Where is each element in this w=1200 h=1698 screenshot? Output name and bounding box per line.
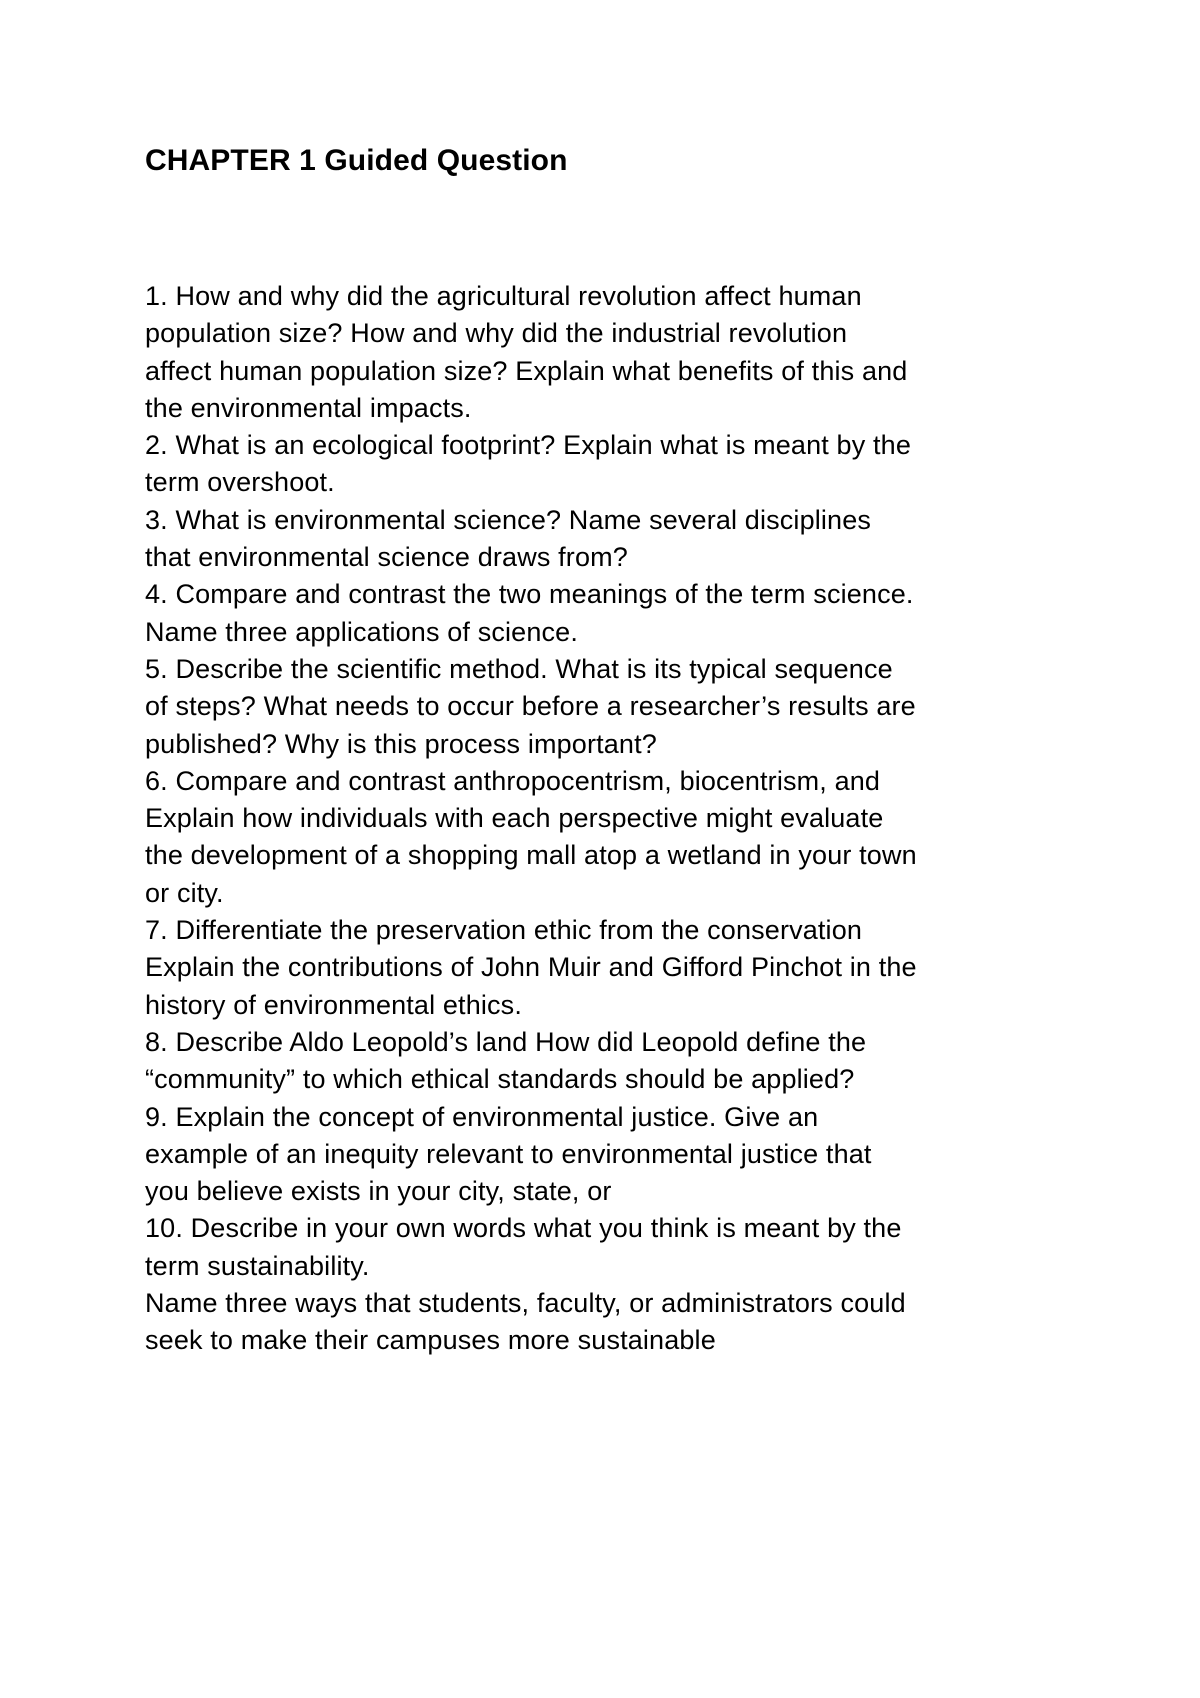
text-line: Name three applications of science. — [145, 616, 578, 647]
text-line: 2. What is an ecological footprint? Explain what is meant by the — [145, 430, 912, 461]
text-line: example of an inequity relevant to environmental justice that — [145, 1138, 872, 1169]
text-line: Explain how individuals with each perspective might evaluate — [145, 803, 884, 834]
text-line: history of environmental ethics. — [145, 989, 522, 1020]
text-line: or city. — [145, 877, 224, 908]
text-line: 9. Explain the concept of environmental justice. Give an — [145, 1101, 819, 1132]
text-line: 6. Compare and contrast anthropocentrism, biocentrism, and — [145, 765, 881, 796]
text-line: 5. Describe the scientific method. What is its typical sequence — [145, 653, 893, 684]
text-line: affect human population size? Explain what benefits of this and — [145, 355, 908, 386]
text-line: of steps? What needs to occur before a researcher’s results are — [145, 691, 916, 722]
text-line: term sustainability. — [145, 1250, 370, 1281]
text-line: 10. Describe in your own words what you think is meant by the — [145, 1213, 902, 1244]
text-line: “community” to which ethical standards should be applied? — [145, 1064, 855, 1095]
text-line: you believe exists in your city, state, or — [145, 1176, 612, 1207]
question-list — [145, 278, 1100, 1360]
text-line: 8. Describe Aldo Leopold’s land How did Leopold define the — [145, 1026, 867, 1057]
text-line: Explain the contributions of John Muir and Gifford Pinchot in the — [145, 952, 917, 983]
text-line: term overshoot. — [145, 467, 335, 498]
document-content — [145, 140, 1100, 1360]
text-line: 4. Compare and contrast the two meanings of the term science. — [145, 579, 914, 610]
text-line: that environmental science draws from? — [145, 542, 628, 573]
document-title: CHAPTER 1 Guided Question — [145, 144, 568, 177]
text-line: 3. What is environmental science? Name several disciplines — [145, 504, 872, 535]
text-line: published? Why is this process important? — [145, 728, 657, 759]
text-line: the environmental impacts. — [145, 392, 472, 423]
text-line: seek to make their campuses more sustainable — [145, 1325, 716, 1356]
text-line: 7. Differentiate the preservation ethic from the conservation — [145, 915, 863, 946]
text-line: Name three ways that students, faculty, or administrators could — [145, 1288, 906, 1319]
text-line: 1. How and why did the agricultural revolution affect human — [145, 281, 862, 311]
text-line: the development of a shopping mall atop a wetland in your town — [145, 840, 917, 871]
text-line: population size? How and why did the industrial revolution — [145, 318, 848, 349]
